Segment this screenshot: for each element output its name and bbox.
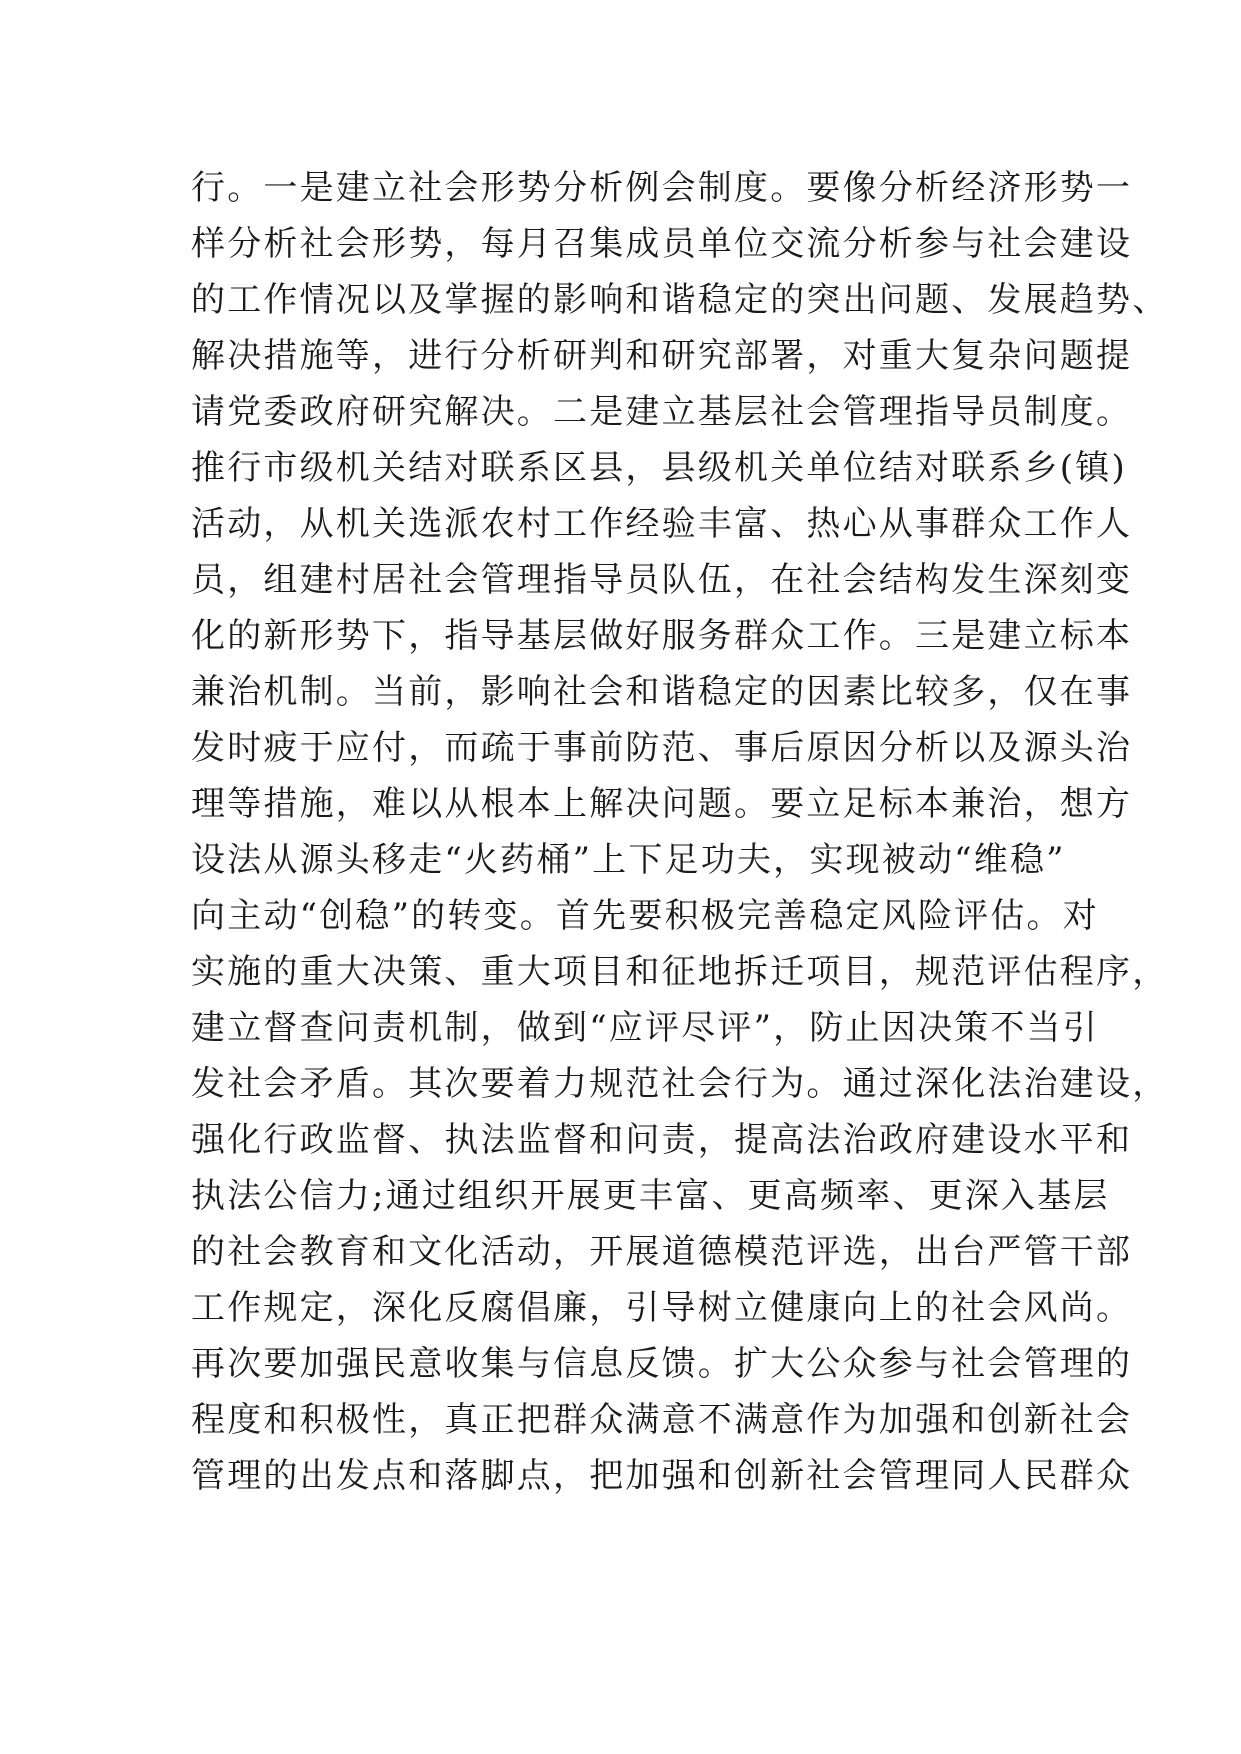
text-line: 程度和积极性，真正把群众满意不满意作为加强和创新社会 <box>191 1400 1133 1440</box>
text-line: 样分析社会形势，每月召集成员单位交流分析参与社会建设 <box>191 224 1133 264</box>
text-line: 发社会矛盾。其次要着力规范社会行为。通过深化法治建设， <box>191 1064 1169 1104</box>
text-line: 建立督查问责机制，做到“应评尽评”，防止因决策不当引 <box>191 1008 1099 1048</box>
text-line: 行。一是建立社会形势分析例会制度。要像分析经济形势一 <box>191 168 1133 208</box>
text-line: 发时疲于应付，而疏于事前防范、事后原因分析以及源头治 <box>191 728 1133 768</box>
text-line: 推行市级机关结对联系区县，县级机关单位结对联系乡(镇) <box>191 448 1127 488</box>
text-line: 设法从源头移走“火药桶”上下足功夫，实现被动“维稳” <box>191 840 1066 880</box>
text-line: 化的新形势下，指导基层做好服务群众工作。三是建立标本 <box>191 616 1133 656</box>
text-line: 兼治机制。当前，影响社会和谐稳定的因素比较多，仅在事 <box>191 672 1133 712</box>
text-line: 的社会教育和文化活动，开展道德模范评选，出台严管干部 <box>191 1232 1133 1272</box>
text-line: 强化行政监督、执法监督和问责，提高法治政府建设水平和 <box>191 1120 1133 1160</box>
text-line: 实施的重大决策、重大项目和征地拆迁项目，规范评估程序， <box>191 952 1169 992</box>
body-text <box>191 160 1169 1504</box>
text-line: 理等措施，难以从根本上解决问题。要立足标本兼治，想方 <box>191 784 1133 824</box>
text-line: 管理的出发点和落脚点，把加强和创新社会管理同人民群众 <box>191 1456 1133 1496</box>
text-line: 活动，从机关选派农村工作经验丰富、热心从事群众工作人 <box>191 504 1133 544</box>
text-line: 向主动“创稳”的转变。首先要积极完善稳定风险评估。对 <box>191 896 1099 936</box>
text-line: 工作规定，深化反腐倡廉，引导树立健康向上的社会风尚。 <box>191 1288 1133 1328</box>
text-line: 执法公信力;通过组织开展更丰富、更高频率、更深入基层 <box>191 1176 1110 1216</box>
text-line: 的工作情况以及掌握的影响和谐稳定的突出问题、发展趋势、 <box>191 280 1169 320</box>
text-line: 员，组建村居社会管理指导员队伍，在社会结构发生深刻变 <box>191 560 1133 600</box>
text-line: 请党委政府研究解决。二是建立基层社会管理指导员制度。 <box>191 392 1133 432</box>
text-line: 解决措施等，进行分析研判和研究部署，对重大复杂问题提 <box>191 336 1133 376</box>
text-line: 再次要加强民意收集与信息反馈。扩大公众参与社会管理的 <box>191 1344 1133 1384</box>
